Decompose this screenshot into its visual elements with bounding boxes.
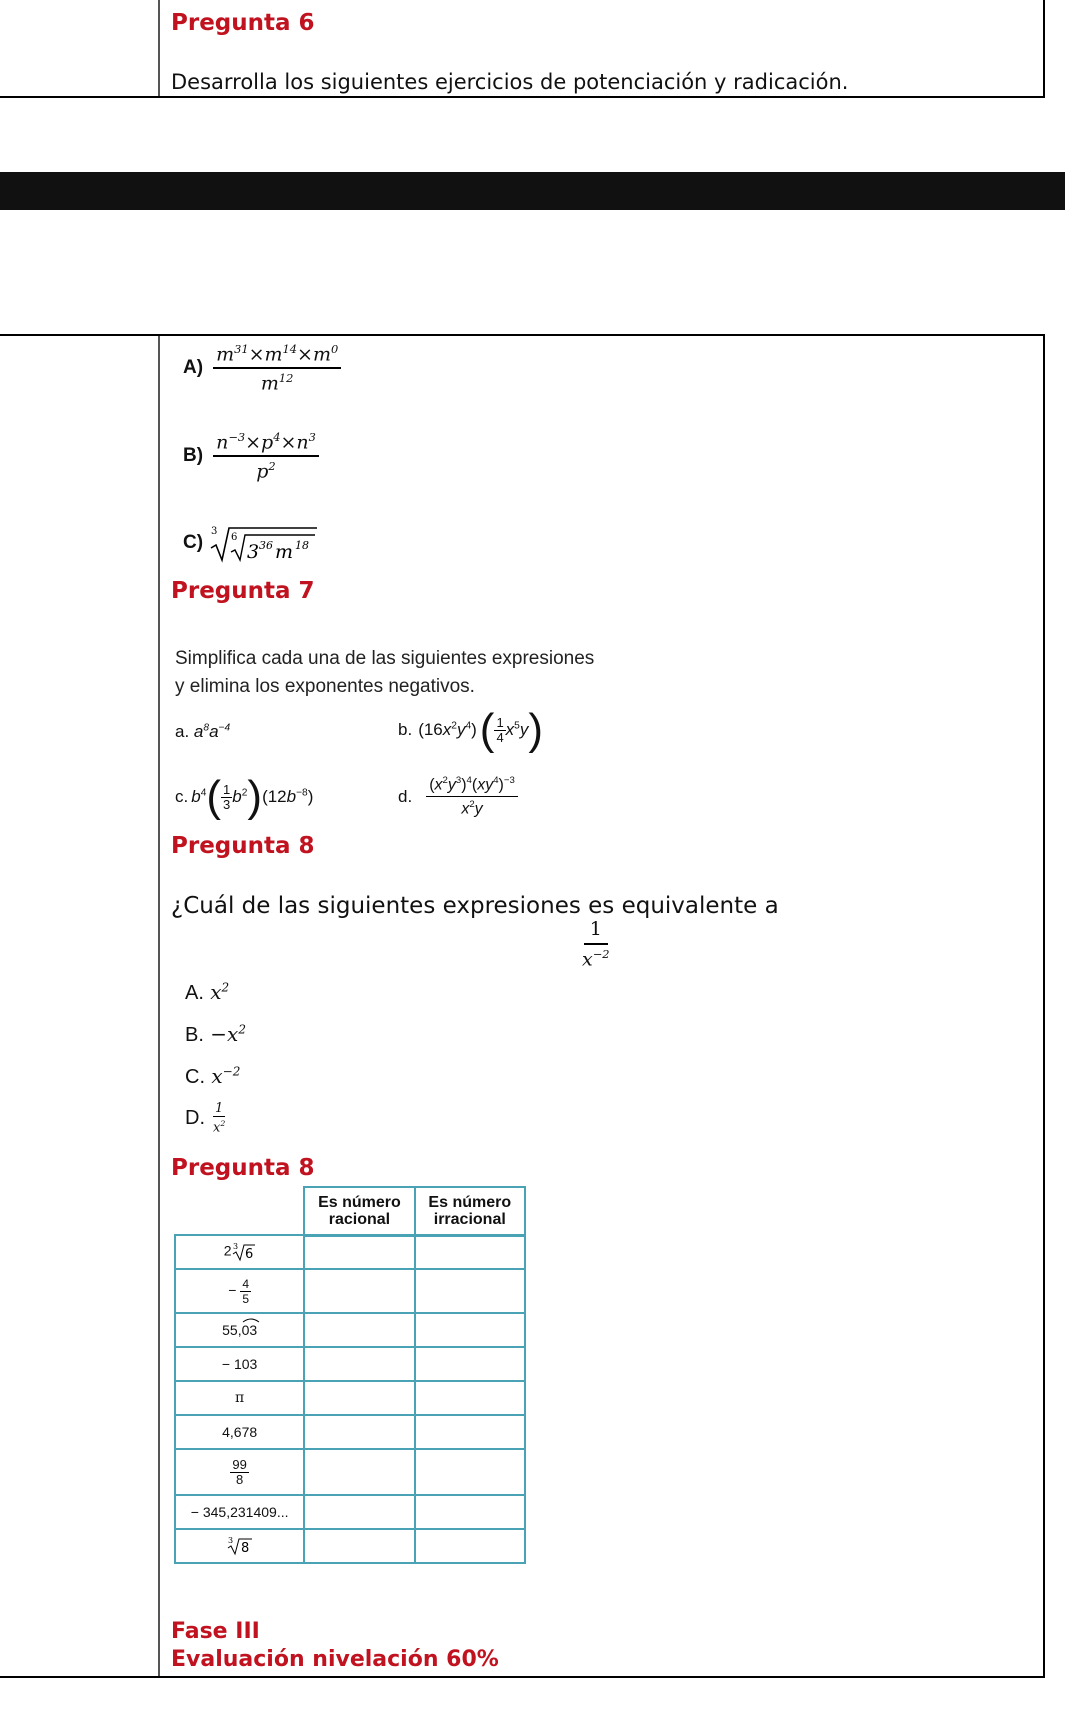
table-row [175,1449,525,1495]
q6-item-a-label: A) [183,357,204,379]
table-row [175,1235,525,1269]
q8-title: Pregunta 8 [171,833,315,859]
q6-item-a-expression: $\frac{m^{31}\times m^{14}\times m^0}{m^{12}}$ [213,342,341,395]
q8-option-c [185,1064,240,1089]
q7-item-a-label: a. [175,722,190,741]
row-label: 55, 03 [175,1313,304,1347]
q7-item-a [175,722,230,742]
row-label [175,1529,304,1563]
q8-option-c-label: C. [185,1066,205,1088]
q7-item-d-expression: $\frac{(x^2y^3)^4(xy^4)^{-3}}{x^2y}$ [426,775,518,819]
rational-cell[interactable] [304,1347,414,1381]
row-label: $\frac{99}{8}$ [175,1449,304,1495]
table-row [175,1415,525,1449]
table-row [175,1529,525,1563]
q7-item-c-label: c. [175,787,189,806]
table-row [175,1381,525,1415]
header-rational: Es número racional [304,1187,414,1235]
q6-item-c [183,522,319,564]
q7-instruction-line2: y elimina los exponentes negativos. [175,676,475,697]
q8-option-b-value: $-x^2$ [210,1022,246,1046]
q6-item-a [183,342,341,395]
svg-text:3: 3 [247,541,260,563]
rational-cell[interactable] [304,1313,414,1347]
q7-title: Pregunta 7 [171,578,315,604]
q8-expression: $\frac{1}{x^{-2}}$ [582,918,610,971]
q8-option-c-value: $x^{-2}$ [211,1064,241,1088]
svg-text:3: 3 [232,1242,238,1251]
q8-option-d [185,1102,225,1135]
q7-item-b-label: b. [398,720,413,739]
row-label: 2 3 6 [175,1235,304,1269]
row-label: π [175,1381,304,1415]
row-label: − 345,231409... [175,1495,304,1529]
q6-item-c-radical [209,522,319,564]
q7-item-c-expression: $b^4$ ( 1 3 $b^2$ ) $(12b^{-8})$ [191,772,314,821]
svg-text:18: 18 [295,539,310,552]
irrational-cell[interactable] [415,1381,525,1415]
rational-cell[interactable] [304,1529,414,1563]
number-classification-table [174,1186,526,1564]
irrational-cell[interactable] [415,1235,525,1269]
row-label: − 103 [175,1347,304,1381]
rational-cell[interactable] [304,1415,414,1449]
svg-text:3: 3 [227,1536,233,1545]
q7-item-b [398,705,543,754]
svg-text:36: 36 [259,539,274,552]
q6-instruction: Desarrolla los siguientes ejercicios de potenciación y radicación. [171,70,849,94]
svg-text:6: 6 [244,1247,253,1262]
q8-option-a-label: A. [185,982,204,1004]
irrational-cell[interactable] [415,1415,525,1449]
table-row [175,1269,525,1313]
q7-instruction-line1: Simplifica cada una de las siguientes expresiones [175,648,595,669]
row-label: 4,678 [175,1415,304,1449]
q8-option-d-label: D. [185,1107,205,1130]
q7-item-a-expression: $a^8a^{-4}$ [193,722,231,741]
q6-item-b-expression: $\frac{n^{-3}\times p^4\times n^3}{p^2}$ [213,430,319,483]
table-row [175,1313,525,1347]
q8-option-b [185,1022,246,1047]
irrational-cell[interactable] [415,1269,525,1313]
footer-evaluation: Evaluación nivelación 60% [171,1647,499,1672]
q6-item-b-label: B) [183,445,204,467]
row-label: − $\frac{4}{5}$ [175,1269,304,1313]
svg-text:8: 8 [240,1541,249,1556]
black-band [0,172,1065,210]
q7-item-b-expression: $(16x^2y^4)$ ( 1 4 $x^5y$ ) [418,705,543,754]
svg-text:6: 6 [231,532,238,543]
q8b-title: Pregunta 8 [171,1155,315,1181]
irrational-cell[interactable] [415,1347,525,1381]
q7-item-c [175,772,314,821]
footer-phase: Fase III [171,1619,260,1644]
q8-option-a-value: $x^2$ [210,980,230,1004]
irrational-cell[interactable] [415,1313,525,1347]
q8-option-d-value: 1 $x^2$ [213,1101,226,1136]
irrational-cell[interactable] [415,1449,525,1495]
irrational-cell[interactable] [415,1529,525,1563]
svg-text:3: 3 [211,526,218,537]
rational-cell[interactable] [304,1449,414,1495]
svg-text:m: m [275,541,294,563]
table-row [175,1347,525,1381]
rational-cell[interactable] [304,1269,414,1313]
q6-item-b [183,430,319,483]
q8-option-a [185,980,229,1005]
q8-question: ¿Cuál de las siguientes expresiones es equivalente a [171,893,779,919]
q8-option-b-label: B. [185,1024,204,1046]
irrational-cell[interactable] [415,1495,525,1529]
q7-item-d-label: d. [398,786,413,806]
rational-cell[interactable] [304,1235,414,1269]
q6-title: Pregunta 6 [171,10,315,36]
rational-cell[interactable] [304,1381,414,1415]
rational-cell[interactable] [304,1495,414,1529]
header-irrational: Es número irracional [415,1187,525,1235]
table-row [175,1495,525,1529]
q7-item-d [398,775,518,819]
q6-item-c-label: C) [183,532,204,553]
